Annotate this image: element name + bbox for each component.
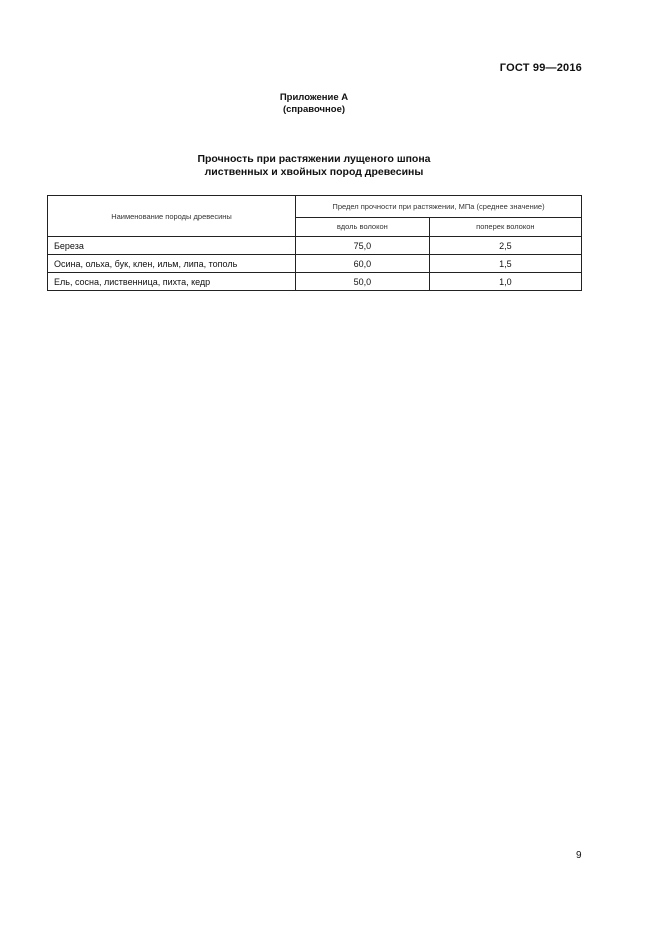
appendix-title: Приложение А bbox=[279, 92, 349, 103]
document-code: ГОСТ 99—2016 bbox=[499, 62, 582, 74]
column-header-tensile-strength: Предел прочности при растяжении, МПа (среднее значение) bbox=[296, 196, 582, 218]
cell-along: 75,0 bbox=[296, 237, 430, 255]
table-row bbox=[48, 273, 582, 291]
column-header-across-grain: поперек волокон bbox=[429, 217, 581, 236]
appendix-heading bbox=[0, 92, 628, 116]
appendix-subtitle: (справочное) bbox=[282, 104, 346, 115]
cell-species: Ель, сосна, лиственница, пихта, кедр bbox=[48, 273, 296, 291]
table-row bbox=[48, 255, 582, 273]
table-row bbox=[48, 237, 582, 255]
cell-across: 1,5 bbox=[429, 255, 581, 273]
table-title-line-1: Прочность при растяжении лущеного шпона bbox=[197, 153, 431, 165]
cell-across: 2,5 bbox=[429, 237, 581, 255]
strength-table bbox=[47, 195, 582, 291]
cell-species: Осина, ольха, бук, клен, ильм, липа, тополь bbox=[48, 255, 296, 273]
column-header-wood-species: Наименование породы древесины bbox=[48, 196, 296, 237]
cell-along: 60,0 bbox=[296, 255, 430, 273]
cell-across: 1,0 bbox=[429, 273, 581, 291]
page-number: 9 bbox=[576, 850, 582, 861]
column-header-along-grain: вдоль волокон bbox=[296, 217, 430, 236]
cell-along: 50,0 bbox=[296, 273, 430, 291]
table-title-line-2: лиственных и хвойных пород древесины bbox=[204, 166, 424, 178]
cell-species: Береза bbox=[48, 237, 296, 255]
table-title bbox=[0, 153, 628, 179]
